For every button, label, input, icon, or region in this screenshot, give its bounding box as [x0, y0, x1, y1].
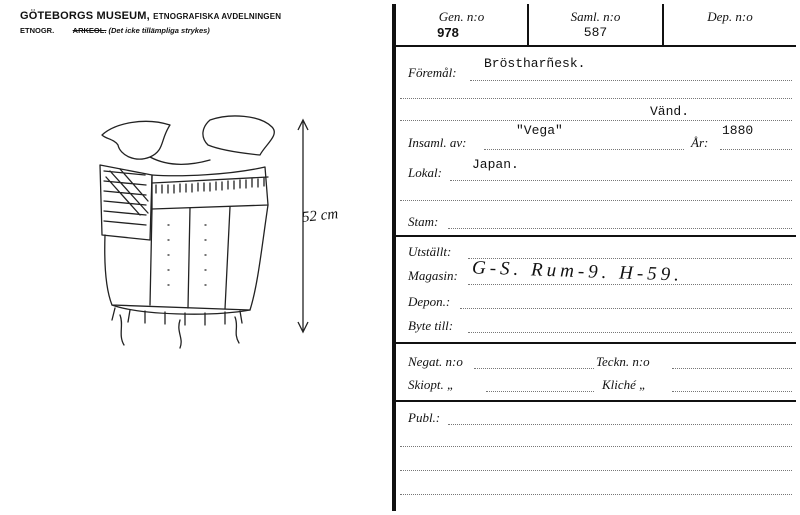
dimension-label: 52 cm	[301, 206, 339, 226]
skiopt-label: Skiopt. „	[408, 377, 455, 392]
teckn-dotline	[672, 368, 792, 369]
catalog-type-row	[20, 26, 210, 35]
skiopt-dotline	[486, 391, 594, 392]
lokal-dotline-2	[400, 200, 792, 201]
museum-header	[20, 10, 281, 22]
lokal-value: Japan.	[472, 157, 519, 172]
insaml-value: "Vega"	[516, 123, 563, 138]
section-line-1	[396, 235, 796, 237]
dep-label: Dep. n:o	[707, 9, 753, 24]
insaml-label: Insaml. av:	[408, 135, 467, 150]
lokal-label: Lokal:	[408, 165, 442, 180]
gen-value: 978	[437, 25, 459, 40]
stam-dotline	[448, 228, 792, 229]
byte-label: Byte till:	[408, 318, 454, 333]
kliche-dotline	[672, 391, 792, 392]
museum-name: GÖTEBORGS MUSEUM,	[20, 10, 150, 22]
department-name: ETNOGRAFISKA AVDELNINGEN	[153, 12, 282, 21]
depon-label: Depon.:	[408, 294, 451, 309]
magasin-label: Magasin:	[408, 268, 458, 283]
magasin-dotline	[468, 284, 792, 285]
collector-extra: Vänd.	[650, 104, 690, 119]
strike-note: (Det icke tillämpliga strykes)	[108, 26, 210, 35]
publ-dotline-1	[448, 424, 792, 425]
gen-label: Gen. n:o	[438, 9, 485, 24]
ar-value: 1880	[722, 123, 754, 138]
foremal-value: Bröstharñesk.	[484, 56, 586, 71]
ar-dotline	[720, 149, 792, 150]
ar-label: År:	[691, 135, 709, 150]
negat-dotline	[474, 368, 594, 369]
section-line-3	[396, 400, 796, 402]
type-arkeol: ARKEOL.	[72, 26, 107, 35]
shoulder-left	[102, 121, 170, 159]
armor-sketch	[90, 105, 350, 365]
extra-dotline	[400, 120, 792, 121]
publ-dotline-2	[400, 446, 792, 447]
negat-label: Negat. n:o	[408, 354, 463, 369]
header-bottom-line	[396, 45, 796, 47]
publ-label: Publ.:	[408, 410, 441, 425]
saml-value: 587	[583, 25, 608, 40]
foremal-dotline-2	[400, 98, 792, 99]
publ-dotline-4	[400, 494, 792, 495]
type-etnogr: ETNOGR.	[20, 26, 55, 35]
foremal-dotline	[470, 80, 792, 81]
utstallt-label: Utställt:	[408, 244, 452, 259]
magasin-value: G-S. Rum-9. H-59.	[471, 257, 684, 286]
foremal-label: Föremål:	[408, 65, 457, 80]
publ-dotline-3	[400, 470, 792, 471]
card-divider	[392, 4, 396, 511]
stam-label: Stam:	[408, 214, 439, 229]
lokal-dotline	[450, 180, 792, 181]
depon-dotline	[460, 308, 792, 309]
section-line-2	[396, 342, 796, 344]
byte-dotline	[468, 332, 792, 333]
teckn-label: Teckn. n:o	[596, 354, 650, 369]
shoulder-right	[203, 116, 274, 155]
kliche-label: Kliché „	[602, 377, 647, 392]
saml-label: Saml. n:o	[570, 9, 621, 24]
insaml-dotline	[484, 149, 684, 150]
